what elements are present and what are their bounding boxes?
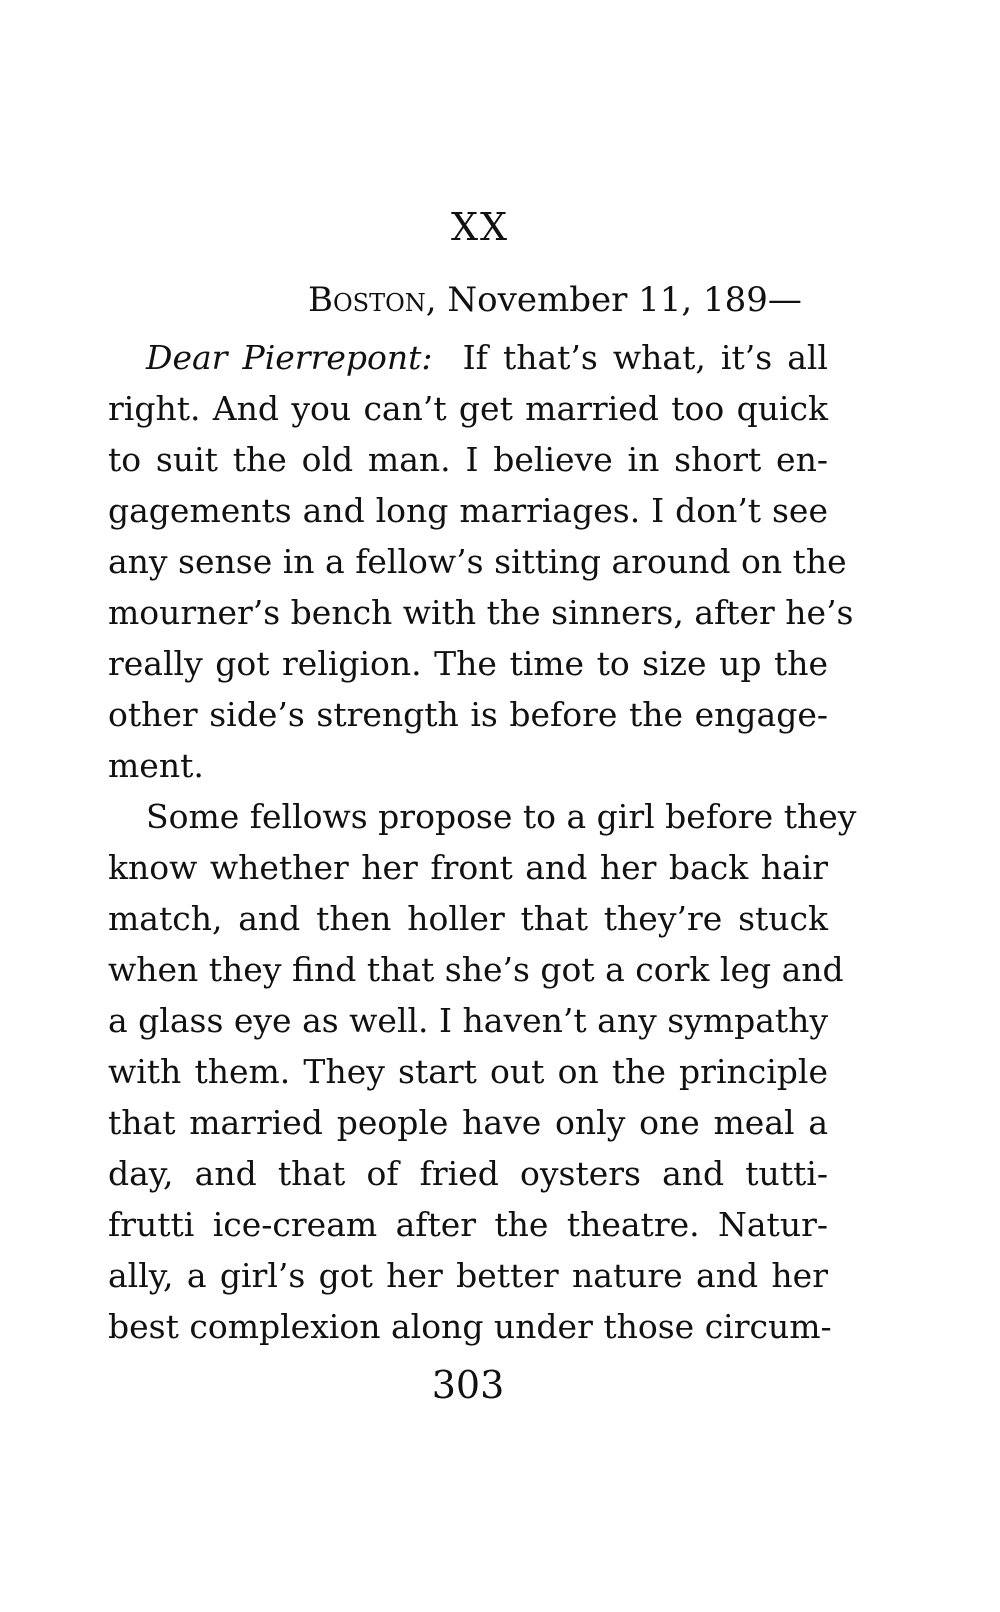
dateline [308,280,802,320]
text-line: mourner’s bench with the sinners, after he’s [108,593,854,632]
text-line: know whether her front and her back hair [108,848,828,887]
text-line: frutti ice-cream after the theatre. Natur- [108,1205,828,1244]
text-line: really got religion. The time to size up the [108,644,828,683]
salutation: Dear Pierrepont: [146,338,433,377]
text-line [146,338,828,378]
text-line: right. And you can’t get married too quick [108,389,828,428]
line-text: If that’s what, it’s all [462,338,828,377]
text-line: day, and that of fried oysters and tutti- [108,1154,828,1193]
text-line: ment. [108,746,204,785]
text-line: ally, a girl’s got her better nature and her [108,1256,828,1295]
dateline-city: Boston, [308,280,437,320]
text-line: when they find that she’s got a cork leg and [108,950,844,989]
text-line: any sense in a fellow’s sitting around on the [108,542,847,581]
chapter-heading: XX [450,205,510,249]
text-line: other side’s strength is before the engage- [108,695,828,734]
text-line: to suit the old man. I believe in short en- [108,440,828,479]
text-line: best complexion along under those circum- [108,1307,832,1346]
text-line: a glass eye as well. I haven’t any sympathy [108,1001,829,1040]
page-number: 303 [431,1363,505,1407]
dateline-date: November 11, 189— [447,280,802,320]
text-line: gagements and long marriages. I don’t see [108,491,828,530]
text-line: with them. They start out on the principle [108,1052,828,1091]
text-line: Some fellows propose to a girl before they [146,797,857,836]
text-line: that married people have only one meal a [108,1103,828,1142]
text-line: match, and then holler that they’re stuck [108,899,828,938]
